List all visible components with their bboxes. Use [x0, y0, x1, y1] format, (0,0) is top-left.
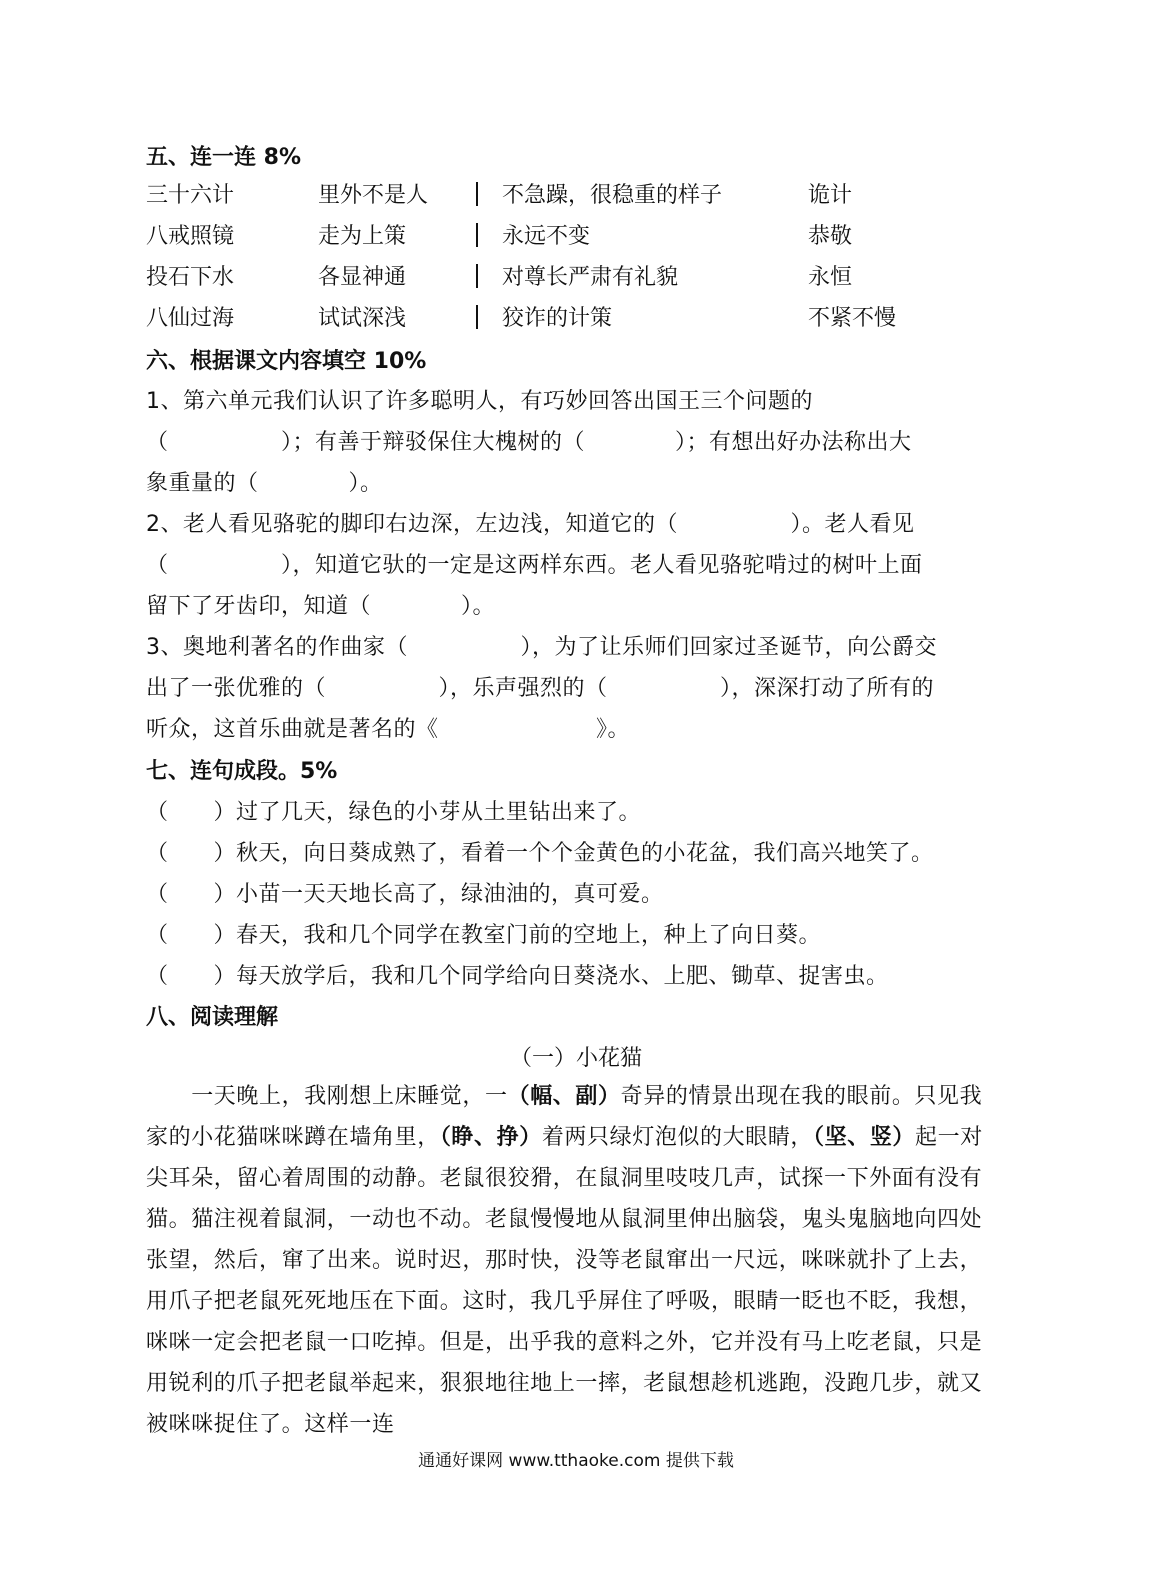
fill-line: 象重量的（ ）。	[146, 471, 383, 496]
matching-word: 恭敬	[808, 224, 853, 249]
divider-bar	[476, 182, 478, 206]
order-sentence: （ ）过了几天，绿色的小芽从土里钻出来了。	[146, 800, 642, 825]
fill-line: 留下了牙齿印，知道（ ）。	[146, 594, 496, 619]
section-5-title: 五、连一连 8%	[146, 145, 302, 170]
divider-bar	[476, 305, 478, 329]
word-choice: （坚、竖）	[813, 1125, 916, 1150]
passage-title: （一）小花猫	[509, 1046, 642, 1071]
fill-line: （ ），知道它驮的一定是这两样东西。老人看见骆驼啃过的树叶上面	[146, 553, 923, 578]
divider-bar	[476, 264, 478, 288]
fill-line: 出了一张优雅的（ ），乐声强烈的（ ），深深打动了所有的	[146, 676, 935, 701]
matching-word: 诡计	[808, 183, 853, 208]
matching-meaning: 对尊长严肃有礼貌	[502, 265, 679, 290]
passage-text: 奇异的情景出现在我的眼前。只见我家的小花猫咪咪蹲在墙角里，	[146, 1084, 983, 1150]
word-choice: （睁、挣）	[439, 1125, 542, 1150]
matching-meaning: 永远不变	[502, 224, 591, 249]
matching-row	[146, 219, 1006, 260]
passage-text: 一天晚上，我刚想上床睡觉，一	[146, 1084, 508, 1109]
matching-left: 三十六计	[146, 183, 235, 208]
matching-word: 不紧不慢	[808, 306, 897, 331]
matching-meaning: 狡诈的计策	[502, 306, 613, 331]
word-choice: （幅、副）	[507, 1084, 621, 1109]
section-6-title: 六、根据课文内容填空 10%	[146, 349, 427, 374]
fill-line: 1、第六单元我们认识了许多聪明人，有巧妙回答出国王三个问题的	[146, 389, 813, 414]
matching-row	[146, 301, 1006, 342]
fill-line: 3、奥地利著名的作曲家（ ），为了让乐师们回家过圣诞节，向公爵交	[146, 635, 937, 660]
divider-bar	[476, 223, 478, 247]
passage-text: 起一对尖耳朵，留心着周围的动静。老鼠很狡猾，在鼠洞里吱吱几声，试探一下外面有没有猫。猫注视着鼠洞，一动也不动。老鼠慢慢地从鼠洞里伸出脑袋，鬼头鬼脑地向四处张望，然后，窜了出来。说时迟，那时快，没等老鼠窜出一尺远，咪咪就扑了上去，用爪子把老鼠死死地压在下面。这时，我几乎屏住了呼吸，眼睛一眨也不眨，我想，咪咪一定会把老鼠一口吃掉。但是，出乎我的意料之外，它并没有马上吃老鼠，只是用锐利的爪子把老鼠举起来，狠狠地往地上一摔，老鼠想趁机逃跑，没跑几步，就又被咪咪捉住了。这样一连	[146, 1125, 983, 1437]
page-footer: 通通好课网 www.tthaoke.com 提供下载	[418, 1451, 734, 1471]
passage-text: 着两只绿灯泡似的大眼睛，	[541, 1125, 814, 1150]
matching-left: 投石下水	[146, 265, 235, 290]
matching-idiom: 各显神通	[318, 265, 407, 290]
matching-idiom: 试试深浅	[318, 306, 407, 331]
fill-line: 听众，这首乐曲就是著名的《 》。	[146, 717, 631, 742]
order-sentence: （ ）小苗一天天地长高了，绿油油的，真可爱。	[146, 882, 664, 907]
matching-row	[146, 260, 1006, 301]
order-sentence: （ ）春天，我和几个同学在教室门前的空地上，种上了向日葵。	[146, 923, 822, 948]
matching-idiom: 里外不是人	[318, 183, 429, 208]
section-7-title: 七、连句成段。5%	[146, 759, 338, 784]
section-8-title: 八、阅读理解	[146, 1005, 279, 1030]
reading-passage	[146, 1076, 991, 1445]
matching-left: 八戒照镜	[146, 224, 235, 249]
matching-table	[146, 178, 1006, 342]
order-sentence: （ ）每天放学后，我和几个同学给向日葵浇水、上肥、锄草、捉害虫。	[146, 964, 889, 989]
matching-word: 永恒	[808, 265, 853, 290]
fill-line: 2、老人看见骆驼的脚印右边深，左边浅，知道它的（ ）。老人看见	[146, 512, 915, 537]
matching-left: 八仙过海	[146, 306, 235, 331]
matching-row	[146, 178, 1006, 219]
matching-idiom: 走为上策	[318, 224, 407, 249]
order-sentence: （ ）秋天，向日葵成熟了，看着一个个金黄色的小花盆，我们高兴地笑了。	[146, 841, 934, 866]
matching-meaning: 不急躁，很稳重的样子	[502, 183, 723, 208]
fill-line: （ ）；有善于辩驳保住大槐树的（ ）；有想出好办法称出大	[146, 430, 912, 455]
